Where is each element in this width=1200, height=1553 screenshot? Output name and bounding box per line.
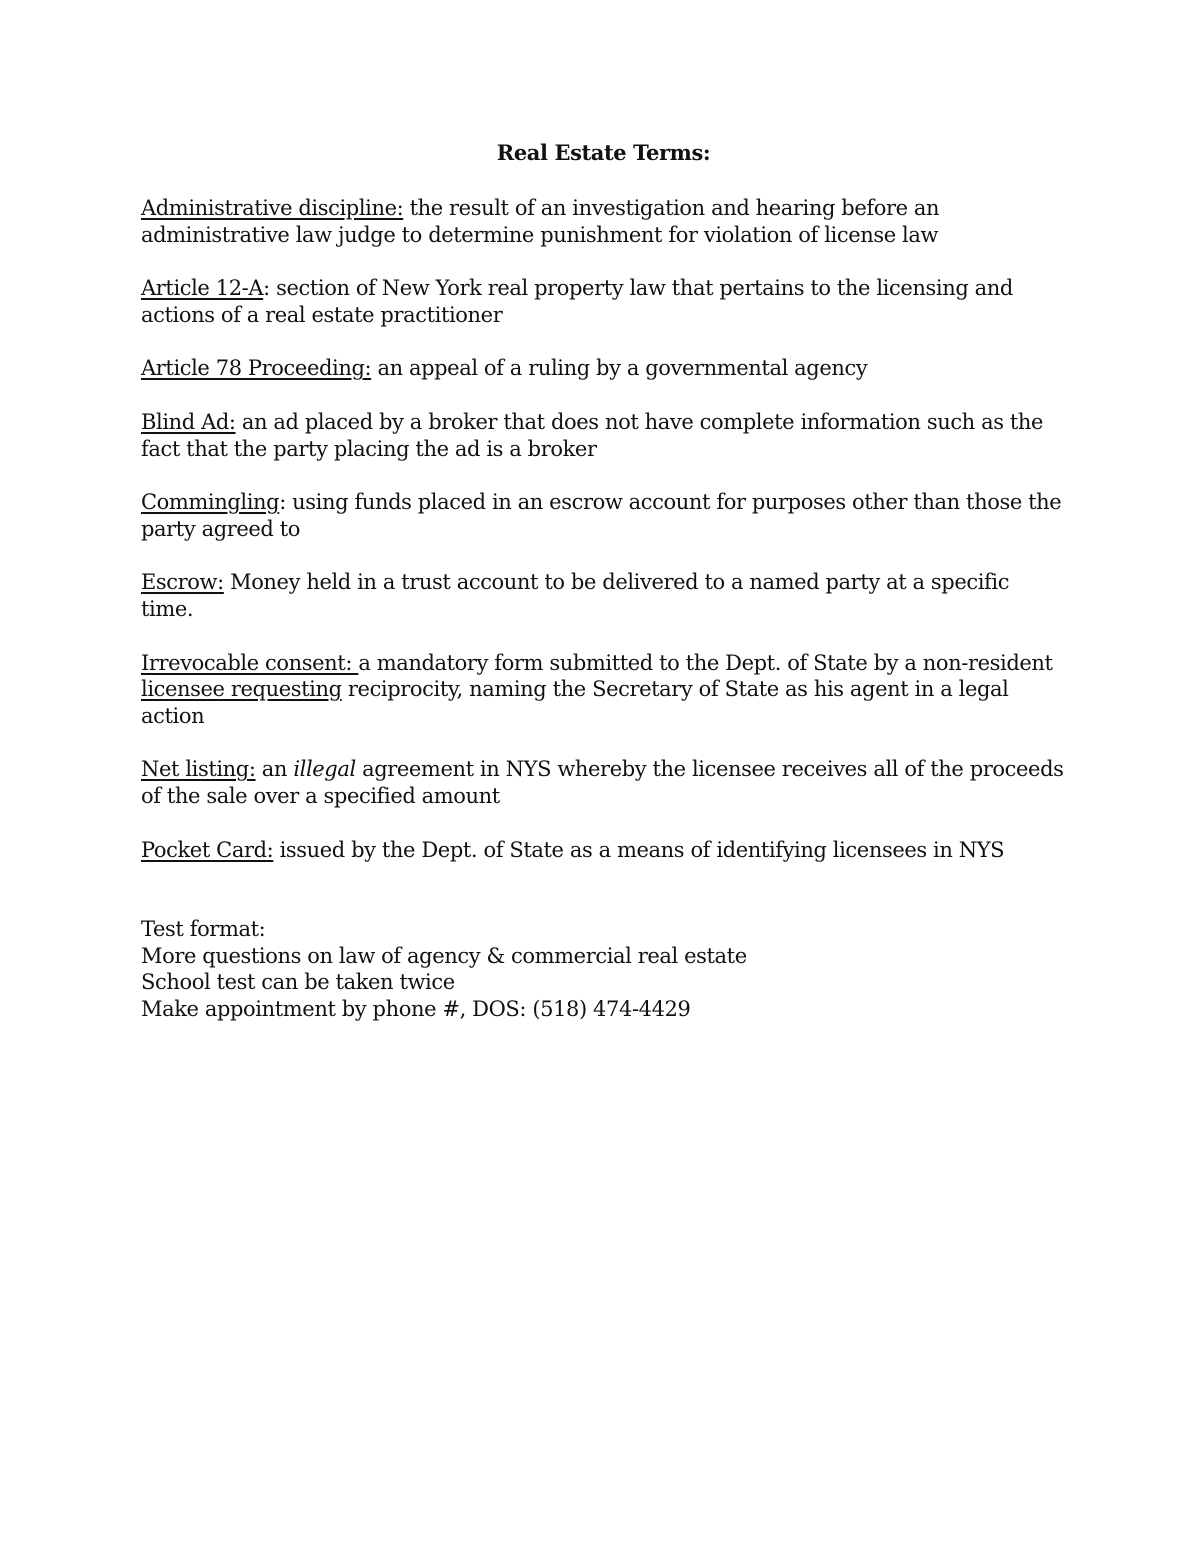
term-definition: : section of New York real property law that pertains to the licensing and actions of a real estate practitioner <box>141 276 1013 327</box>
term-definition: an appeal of a ruling by a governmental agency <box>371 356 868 381</box>
term-label: Escrow: <box>141 570 224 595</box>
term-label: Net listing: <box>141 757 256 782</box>
term-definition: agreement in NYS whereby the licensee receives all of the proceeds of the sale over a specified amount <box>141 757 1064 808</box>
term-definition: : using funds placed in an escrow account for purposes other than those the party agreed to <box>141 490 1062 541</box>
term-definition: issued by the Dept. of State as a means of identifying licensees in NYS <box>273 837 1005 862</box>
term-definition-part: a mandatory form submitted to the Dept. of State by a non-resident <box>358 650 1053 675</box>
page-title: Real Estate Terms: <box>496 140 711 165</box>
term-label: Pocket Card: <box>141 837 274 862</box>
term-definition: Money held in a trust account to be delivered to a named party at a specific time. <box>141 570 1010 621</box>
term-label: Article 12-A <box>141 276 264 301</box>
test-format-line: School test can be taken twice <box>141 970 455 995</box>
term-entry-administrative-discipline <box>141 195 1066 248</box>
term-entry-commingling <box>141 489 1066 542</box>
term-label: Administrative discipline: <box>141 196 404 220</box>
term-entry-pocket-card <box>141 837 1066 864</box>
document-body <box>141 138 1066 1022</box>
term-label-continued: licensee requesting <box>141 677 342 702</box>
term-entry-article-78 <box>141 355 1066 382</box>
emphasis-illegal: illegal <box>293 757 356 782</box>
term-entry-article-12a <box>141 275 1066 328</box>
term-definition: reciprocity, naming the Secretary of State as his agent in a legal action <box>141 677 1009 728</box>
term-label: Blind Ad: <box>141 409 236 434</box>
test-format-line: Make appointment by phone #, DOS: (518) 474-4429 <box>141 996 691 1021</box>
term-entry-irrevocable-consent <box>141 650 1066 730</box>
term-label: Commingling <box>141 490 280 515</box>
test-format-line: More questions on law of agency & commercial real estate <box>141 943 747 968</box>
term-entry-net-listing <box>141 756 1066 809</box>
term-definition: an ad placed by a broker that does not have complete information such as the fact that the party placing the ad is a broker <box>141 409 1044 461</box>
term-label: Article 78 Proceeding: <box>141 356 372 381</box>
test-format-section <box>141 916 1066 1022</box>
term-definition: the result of an investigation and hearing before an administrative law judge to determine punishment for violation of license law <box>141 196 940 247</box>
test-format-heading: Test format: <box>141 917 266 942</box>
term-definition-part: an <box>255 757 294 782</box>
term-label: Irrevocable consent: <box>141 650 359 675</box>
term-entry-escrow <box>141 569 1066 622</box>
term-entry-blind-ad <box>141 409 1066 462</box>
